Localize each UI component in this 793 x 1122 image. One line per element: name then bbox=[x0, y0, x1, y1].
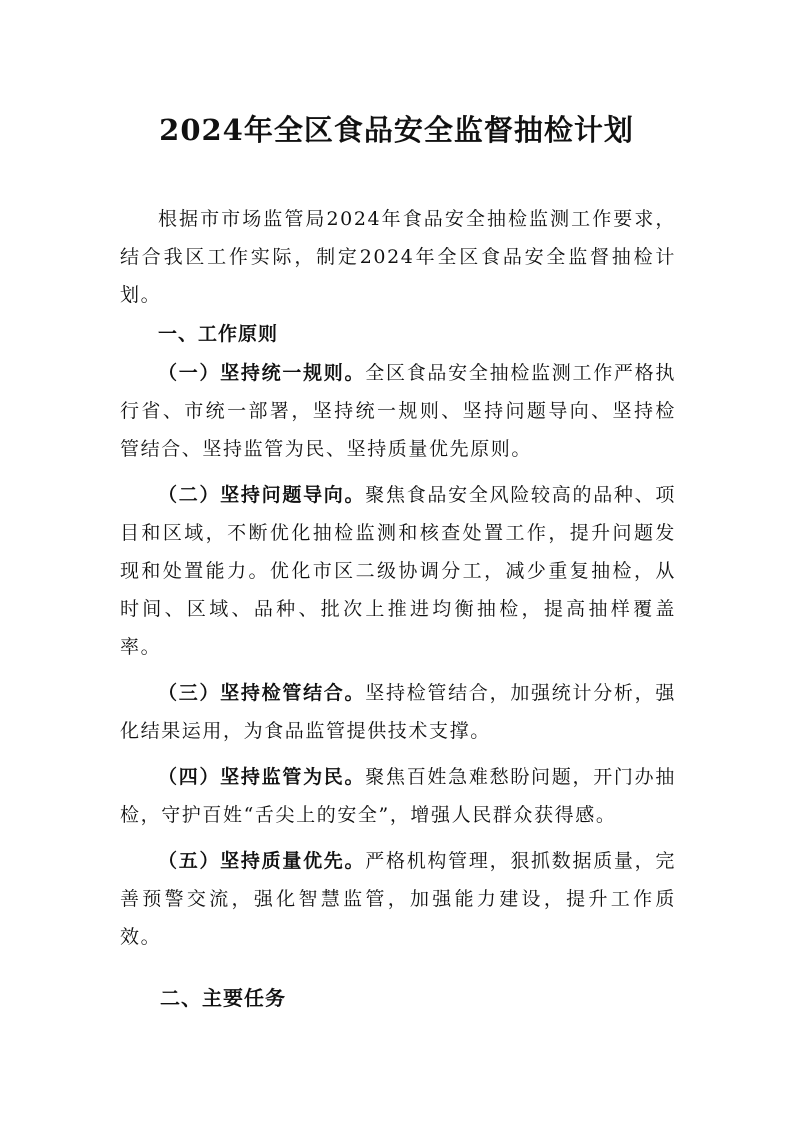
principle-lead: （五）坚持质量优先。 bbox=[158, 850, 366, 872]
section-heading-tasks: 二、主要任务 bbox=[160, 986, 286, 1010]
principle-text: 聚焦百姓急难愁盼问题，开门办抽检，守护百姓“舌尖上的安全”，增强人民群众获得感。 bbox=[120, 766, 676, 826]
principle-text: 全区食品安全抽检监测工作严格执行省、市统一部署，坚持统一规则、坚持问题导向、坚持检管结合、坚持监管为民、坚持质量优先原则。 bbox=[120, 362, 676, 460]
principle-text: 坚持检管结合，加强统计分析，强化结果运用，为食品监管提供技术支撑。 bbox=[120, 682, 676, 742]
principle-lead: （一）坚持统一规则。 bbox=[158, 362, 366, 384]
principle-paragraph bbox=[120, 674, 676, 750]
section-heading-principles: 一、工作原则 bbox=[158, 323, 279, 345]
principle-paragraph bbox=[120, 354, 676, 468]
principle-paragraph bbox=[120, 758, 676, 834]
principle-lead: （四）坚持监管为民。 bbox=[158, 766, 366, 788]
principle-paragraph bbox=[120, 476, 676, 666]
principle-text: 聚焦食品安全风险较高的品种、项目和区域，不断优化抽检监测和核查处置工作，提升问题发现和处置能力。优化市区二级协调分工，减少重复抽检，从时间、区域、品种、批次上推进均衡抽检，提高抽样覆盖率。 bbox=[120, 484, 676, 658]
intro-paragraph: 根据市市场监管局2024年食品安全抽检监测工作要求，结合我区工作实际，制定2024年全区食品安全监督抽检计划。 bbox=[120, 208, 676, 306]
principle-text: 严格机构管理，狠抓数据质量，完善预警交流，强化智慧监管，加强能力建设，提升工作质效。 bbox=[120, 850, 676, 948]
principle-lead: （二）坚持问题导向。 bbox=[158, 484, 366, 506]
document-title: 2024年全区食品安全监督抽检计划 bbox=[159, 113, 634, 147]
principle-paragraph bbox=[120, 842, 676, 956]
document-body bbox=[120, 200, 676, 1018]
principle-lead: （三）坚持检管结合。 bbox=[158, 682, 366, 704]
